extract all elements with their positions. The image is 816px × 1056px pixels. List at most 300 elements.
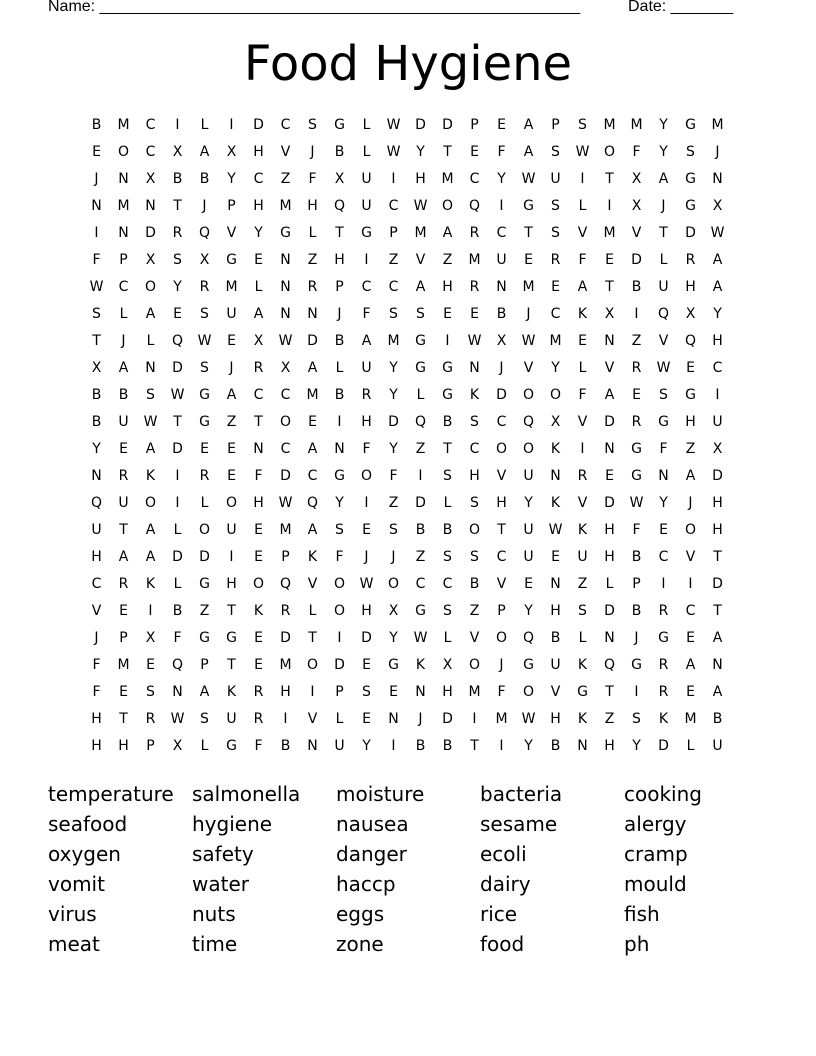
grid-cell: R	[199, 468, 210, 484]
grid-cell: D	[415, 495, 426, 511]
grid-cell: I	[418, 468, 423, 484]
grid-cell: C	[253, 387, 264, 403]
grid-cell: B	[712, 711, 723, 727]
grid-cell: Y	[389, 630, 398, 646]
grid-cell: Y	[416, 144, 425, 160]
grid-cell: U	[523, 522, 534, 538]
word-list-item: hygiene	[192, 812, 273, 836]
grid-cell: V	[91, 603, 102, 619]
grid-cell: V	[469, 630, 480, 646]
grid-cell: F	[254, 468, 263, 484]
grid-cell: S	[686, 144, 695, 160]
grid-cell: H	[604, 738, 615, 754]
grid-cell: A	[307, 522, 318, 538]
grid-cell: H	[253, 198, 264, 214]
grid-cell: F	[632, 522, 641, 538]
word-list-item: danger	[336, 842, 407, 866]
word-list-item: virus	[48, 902, 97, 926]
grid-cell: S	[551, 144, 560, 160]
grid-cell: G	[388, 657, 399, 673]
grid-cell: I	[499, 738, 504, 754]
grid-cell: V	[496, 576, 507, 592]
grid-cell: C	[388, 198, 399, 214]
grid-cell: D	[604, 414, 615, 430]
grid-cell: P	[335, 684, 344, 700]
grid-cell: X	[550, 414, 561, 430]
grid-cell: D	[280, 630, 291, 646]
grid-cell: V	[496, 468, 507, 484]
grid-cell: D	[496, 387, 507, 403]
grid-cell: X	[226, 144, 237, 160]
grid-cell: S	[470, 414, 479, 430]
grid-cell: I	[337, 630, 342, 646]
grid-cell: M	[279, 198, 292, 214]
grid-cell: E	[659, 522, 668, 538]
grid-cell: H	[361, 603, 372, 619]
grid-cell: D	[658, 738, 669, 754]
grid-cell: J	[121, 333, 126, 349]
grid-cell: J	[94, 171, 99, 187]
grid-cell: J	[94, 630, 99, 646]
grid-cell: G	[199, 387, 210, 403]
grid-cell: L	[200, 495, 209, 511]
grid-cell: T	[659, 225, 668, 241]
grid-cell: O	[495, 441, 508, 457]
grid-cell: D	[442, 117, 453, 133]
grid-cell: P	[335, 279, 344, 295]
grid-cell: K	[577, 657, 588, 673]
grid-cell: P	[227, 198, 236, 214]
grid-cell: Y	[632, 738, 641, 754]
grid-cell: I	[445, 333, 450, 349]
grid-cell: C	[550, 306, 561, 322]
word-list-item: seafood	[48, 812, 128, 836]
grid-cell: G	[415, 333, 426, 349]
grid-cell: P	[146, 738, 155, 754]
grid-cell: B	[442, 522, 453, 538]
grid-cell: R	[118, 576, 129, 592]
grid-cell: O	[225, 495, 238, 511]
grid-cell: C	[145, 117, 156, 133]
grid-cell: C	[280, 117, 291, 133]
grid-cell: T	[227, 603, 236, 619]
grid-cell: S	[146, 684, 155, 700]
grid-cell: N	[145, 198, 156, 214]
grid-cell: W	[548, 522, 563, 538]
grid-row	[83, 139, 731, 166]
grid-cell: O	[522, 684, 535, 700]
grid-cell: T	[119, 711, 128, 727]
grid-cell: Y	[362, 738, 371, 754]
grid-cell: I	[229, 549, 234, 565]
grid-cell: M	[603, 117, 616, 133]
grid-cell: P	[200, 657, 209, 673]
word-list-item: temperature	[48, 782, 174, 806]
grid-cell: I	[364, 252, 369, 268]
grid-cell: A	[199, 144, 210, 160]
grid-cell: I	[499, 198, 504, 214]
grid-cell: Y	[173, 279, 182, 295]
grid-cell: Y	[254, 225, 263, 241]
grid-cell: M	[279, 657, 292, 673]
grid-cell: Q	[468, 198, 481, 214]
letter-grid	[83, 112, 731, 760]
grid-cell: Y	[389, 360, 398, 376]
grid-cell: N	[604, 441, 615, 457]
grid-cell: A	[577, 279, 588, 295]
grid-cell: Q	[90, 495, 103, 511]
grid-cell: F	[578, 387, 587, 403]
grid-cell: T	[443, 441, 452, 457]
word-list-item: nuts	[192, 902, 236, 926]
grid-cell: G	[685, 171, 696, 187]
grid-cell: C	[469, 441, 480, 457]
word-list-item: rice	[480, 902, 518, 926]
grid-cell: H	[118, 738, 129, 754]
grid-row	[83, 571, 731, 598]
grid-cell: C	[685, 603, 696, 619]
grid-cell: S	[470, 549, 479, 565]
grid-cell: O	[522, 387, 535, 403]
grid-cell: A	[712, 252, 723, 268]
grid-row	[83, 409, 731, 436]
grid-cell: N	[712, 171, 723, 187]
grid-cell: U	[334, 738, 345, 754]
grid-cell: Z	[307, 252, 318, 268]
grid-cell: Z	[199, 603, 210, 619]
grid-cell: X	[442, 657, 453, 673]
grid-cell: E	[524, 252, 533, 268]
grid-row	[83, 220, 731, 247]
grid-cell: D	[631, 252, 642, 268]
grid-cell: C	[415, 576, 426, 592]
grid-cell: A	[226, 387, 237, 403]
grid-cell: D	[172, 360, 183, 376]
grid-cell: G	[334, 117, 345, 133]
grid-cell: H	[91, 711, 102, 727]
grid-cell: S	[416, 306, 425, 322]
grid-cell: A	[685, 468, 696, 484]
grid-cell: X	[199, 252, 210, 268]
grid-cell: L	[146, 333, 155, 349]
grid-cell: W	[413, 198, 428, 214]
grid-cell: F	[92, 657, 101, 673]
grid-cell: W	[656, 360, 671, 376]
word-list-item: cramp	[624, 842, 688, 866]
grid-cell: H	[253, 144, 264, 160]
grid-cell: S	[173, 252, 182, 268]
grid-cell: F	[335, 549, 344, 565]
grid-cell: Z	[388, 495, 399, 511]
grid-cell: V	[226, 225, 237, 241]
grid-row	[83, 382, 731, 409]
grid-cell: A	[118, 360, 129, 376]
grid-cell: E	[551, 549, 560, 565]
word-list-item: water	[192, 872, 249, 896]
grid-cell: L	[578, 630, 587, 646]
grid-cell: B	[172, 603, 183, 619]
grid-cell: G	[226, 630, 237, 646]
grid-cell: Z	[388, 252, 399, 268]
grid-cell: D	[253, 117, 264, 133]
grid-cell: G	[415, 603, 426, 619]
grid-cell: Q	[198, 225, 211, 241]
grid-cell: W	[386, 144, 401, 160]
grid-cell: G	[577, 684, 588, 700]
grid-cell: U	[523, 549, 534, 565]
grid-cell: T	[227, 657, 236, 673]
grid-cell: V	[577, 495, 588, 511]
grid-cell: I	[148, 603, 153, 619]
grid-cell: A	[118, 549, 129, 565]
grid-cell: E	[254, 522, 263, 538]
grid-cell: U	[550, 657, 561, 673]
grid-cell: M	[306, 387, 319, 403]
grid-cell: L	[578, 198, 587, 214]
grid-row	[83, 436, 731, 463]
grid-cell: I	[391, 738, 396, 754]
grid-cell: E	[227, 441, 236, 457]
grid-cell: W	[89, 279, 104, 295]
grid-cell: S	[632, 711, 641, 727]
grid-cell: X	[91, 360, 102, 376]
grid-cell: L	[200, 117, 209, 133]
grid-cell: H	[307, 198, 318, 214]
grid-cell: R	[550, 252, 561, 268]
grid-cell: Y	[713, 306, 722, 322]
grid-cell: T	[713, 549, 722, 565]
grid-cell: S	[308, 117, 317, 133]
grid-cell: S	[443, 468, 452, 484]
grid-cell: L	[659, 252, 668, 268]
grid-cell: N	[712, 657, 723, 673]
grid-cell: Z	[415, 441, 426, 457]
grid-cell: M	[441, 171, 454, 187]
grid-cell: D	[604, 603, 615, 619]
grid-cell: S	[146, 387, 155, 403]
grid-cell: B	[91, 387, 102, 403]
grid-cell: Z	[685, 441, 696, 457]
grid-cell: J	[202, 198, 207, 214]
grid-cell: R	[280, 603, 291, 619]
grid-cell: Z	[577, 576, 588, 592]
grid-cell: I	[283, 711, 288, 727]
word-list-item: ph	[624, 932, 650, 956]
grid-cell: O	[144, 495, 157, 511]
grid-cell: H	[469, 468, 480, 484]
grid-cell: V	[577, 225, 588, 241]
grid-cell: X	[280, 360, 291, 376]
grid-cell: E	[254, 657, 263, 673]
grid-cell: A	[712, 279, 723, 295]
grid-cell: J	[391, 549, 396, 565]
grid-cell: E	[146, 657, 155, 673]
grid-cell: P	[497, 603, 506, 619]
grid-cell: E	[686, 360, 695, 376]
grid-cell: O	[495, 630, 508, 646]
grid-cell: M	[711, 117, 724, 133]
grid-cell: M	[279, 522, 292, 538]
grid-cell: X	[145, 252, 156, 268]
grid-cell: T	[605, 684, 614, 700]
grid-cell: F	[308, 171, 317, 187]
grid-cell: B	[550, 738, 561, 754]
grid-cell: L	[335, 360, 344, 376]
grid-cell: H	[226, 576, 237, 592]
grid-cell: C	[118, 279, 129, 295]
grid-cell: T	[443, 144, 452, 160]
grid-cell: P	[389, 225, 398, 241]
grid-cell: E	[524, 576, 533, 592]
grid-cell: Z	[442, 252, 453, 268]
grid-cell: P	[281, 549, 290, 565]
grid-cell: A	[685, 657, 696, 673]
grid-cell: U	[226, 306, 237, 322]
grid-row	[83, 166, 731, 193]
grid-cell: W	[521, 711, 536, 727]
grid-cell: O	[117, 144, 130, 160]
grid-cell: L	[443, 630, 452, 646]
grid-cell: H	[415, 171, 426, 187]
grid-cell: L	[578, 360, 587, 376]
grid-cell: D	[388, 414, 399, 430]
grid-cell: E	[389, 684, 398, 700]
grid-cell: F	[497, 144, 506, 160]
word-list-item: food	[480, 932, 525, 956]
grid-cell: Z	[631, 333, 642, 349]
grid-cell: S	[578, 603, 587, 619]
grid-cell: A	[658, 171, 669, 187]
grid-cell: A	[145, 441, 156, 457]
grid-cell: N	[91, 468, 102, 484]
word-list-item: fish	[624, 902, 660, 926]
grid-cell: J	[364, 549, 369, 565]
grid-cell: Q	[279, 576, 292, 592]
grid-cell: G	[685, 117, 696, 133]
grid-cell: L	[173, 576, 182, 592]
grid-cell: E	[254, 549, 263, 565]
grid-cell: Y	[389, 387, 398, 403]
grid-cell: Y	[524, 738, 533, 754]
grid-cell: N	[145, 360, 156, 376]
grid-cell: N	[415, 684, 426, 700]
grid-cell: O	[144, 279, 157, 295]
grid-cell: C	[469, 171, 480, 187]
grid-cell: R	[658, 657, 669, 673]
grid-cell: G	[199, 576, 210, 592]
grid-cell: H	[685, 279, 696, 295]
grid-cell: B	[91, 117, 102, 133]
grid-cell: I	[364, 495, 369, 511]
grid-cell: I	[94, 225, 99, 241]
grid-cell: C	[712, 360, 723, 376]
grid-cell: S	[200, 306, 209, 322]
grid-cell: A	[199, 684, 210, 700]
grid-cell: B	[550, 630, 561, 646]
grid-cell: B	[496, 306, 507, 322]
grid-cell: U	[712, 738, 723, 754]
grid-cell: I	[310, 684, 315, 700]
grid-cell: K	[550, 441, 561, 457]
grid-cell: J	[229, 360, 234, 376]
grid-cell: I	[580, 441, 585, 457]
grid-cell: G	[631, 441, 642, 457]
word-list-item: mould	[624, 872, 687, 896]
word-list-item: dairy	[480, 872, 531, 896]
grid-cell: S	[443, 603, 452, 619]
word-list-item: oxygen	[48, 842, 121, 866]
word-list-item: cooking	[624, 782, 702, 806]
word-list-item: ecoli	[480, 842, 527, 866]
word-list-item: zone	[336, 932, 384, 956]
grid-cell: R	[253, 711, 264, 727]
grid-cell: R	[172, 225, 183, 241]
grid-cell: B	[631, 279, 642, 295]
grid-cell: H	[334, 252, 345, 268]
grid-cell: T	[524, 225, 533, 241]
grid-cell: Q	[522, 414, 535, 430]
grid-cell: A	[253, 306, 264, 322]
grid-cell: N	[658, 468, 669, 484]
grid-cell: Y	[659, 495, 668, 511]
word-list-item: eggs	[336, 902, 385, 926]
grid-cell: D	[442, 711, 453, 727]
grid-cell: D	[199, 549, 210, 565]
grid-cell: W	[197, 333, 212, 349]
grid-row	[83, 652, 731, 679]
grid-cell: C	[496, 549, 507, 565]
grid-cell: A	[307, 441, 318, 457]
grid-cell: G	[415, 360, 426, 376]
grid-cell: F	[632, 144, 641, 160]
grid-cell: B	[334, 144, 345, 160]
grid-row	[83, 598, 731, 625]
grid-cell: C	[442, 576, 453, 592]
grid-cell: M	[630, 117, 643, 133]
word-list-item: meat	[48, 932, 100, 956]
grid-cell: U	[361, 171, 372, 187]
grid-cell: D	[172, 441, 183, 457]
grid-cell: I	[715, 387, 720, 403]
grid-cell: F	[362, 441, 371, 457]
grid-cell: E	[119, 684, 128, 700]
grid-cell: U	[226, 711, 237, 727]
grid-cell: U	[550, 171, 561, 187]
grid-cell: W	[359, 576, 374, 592]
grid-cell: M	[414, 225, 427, 241]
grid-cell: C	[91, 576, 102, 592]
grid-cell: L	[254, 279, 263, 295]
grid-cell: E	[686, 684, 695, 700]
grid-cell: G	[280, 225, 291, 241]
grid-cell: N	[253, 441, 264, 457]
grid-row	[83, 706, 731, 733]
grid-cell: A	[604, 387, 615, 403]
grid-cell: Y	[497, 171, 506, 187]
grid-cell: M	[117, 657, 130, 673]
word-list-item: salmonella	[192, 782, 301, 806]
grid-cell: O	[198, 522, 211, 538]
grid-cell: C	[145, 144, 156, 160]
grid-cell: R	[469, 279, 480, 295]
grid-cell: H	[685, 414, 696, 430]
grid-cell: X	[145, 630, 156, 646]
grid-cell: N	[280, 279, 291, 295]
word-list-item: moisture	[336, 782, 425, 806]
grid-cell: R	[145, 711, 156, 727]
grid-cell: B	[469, 576, 480, 592]
grid-row	[83, 301, 731, 328]
